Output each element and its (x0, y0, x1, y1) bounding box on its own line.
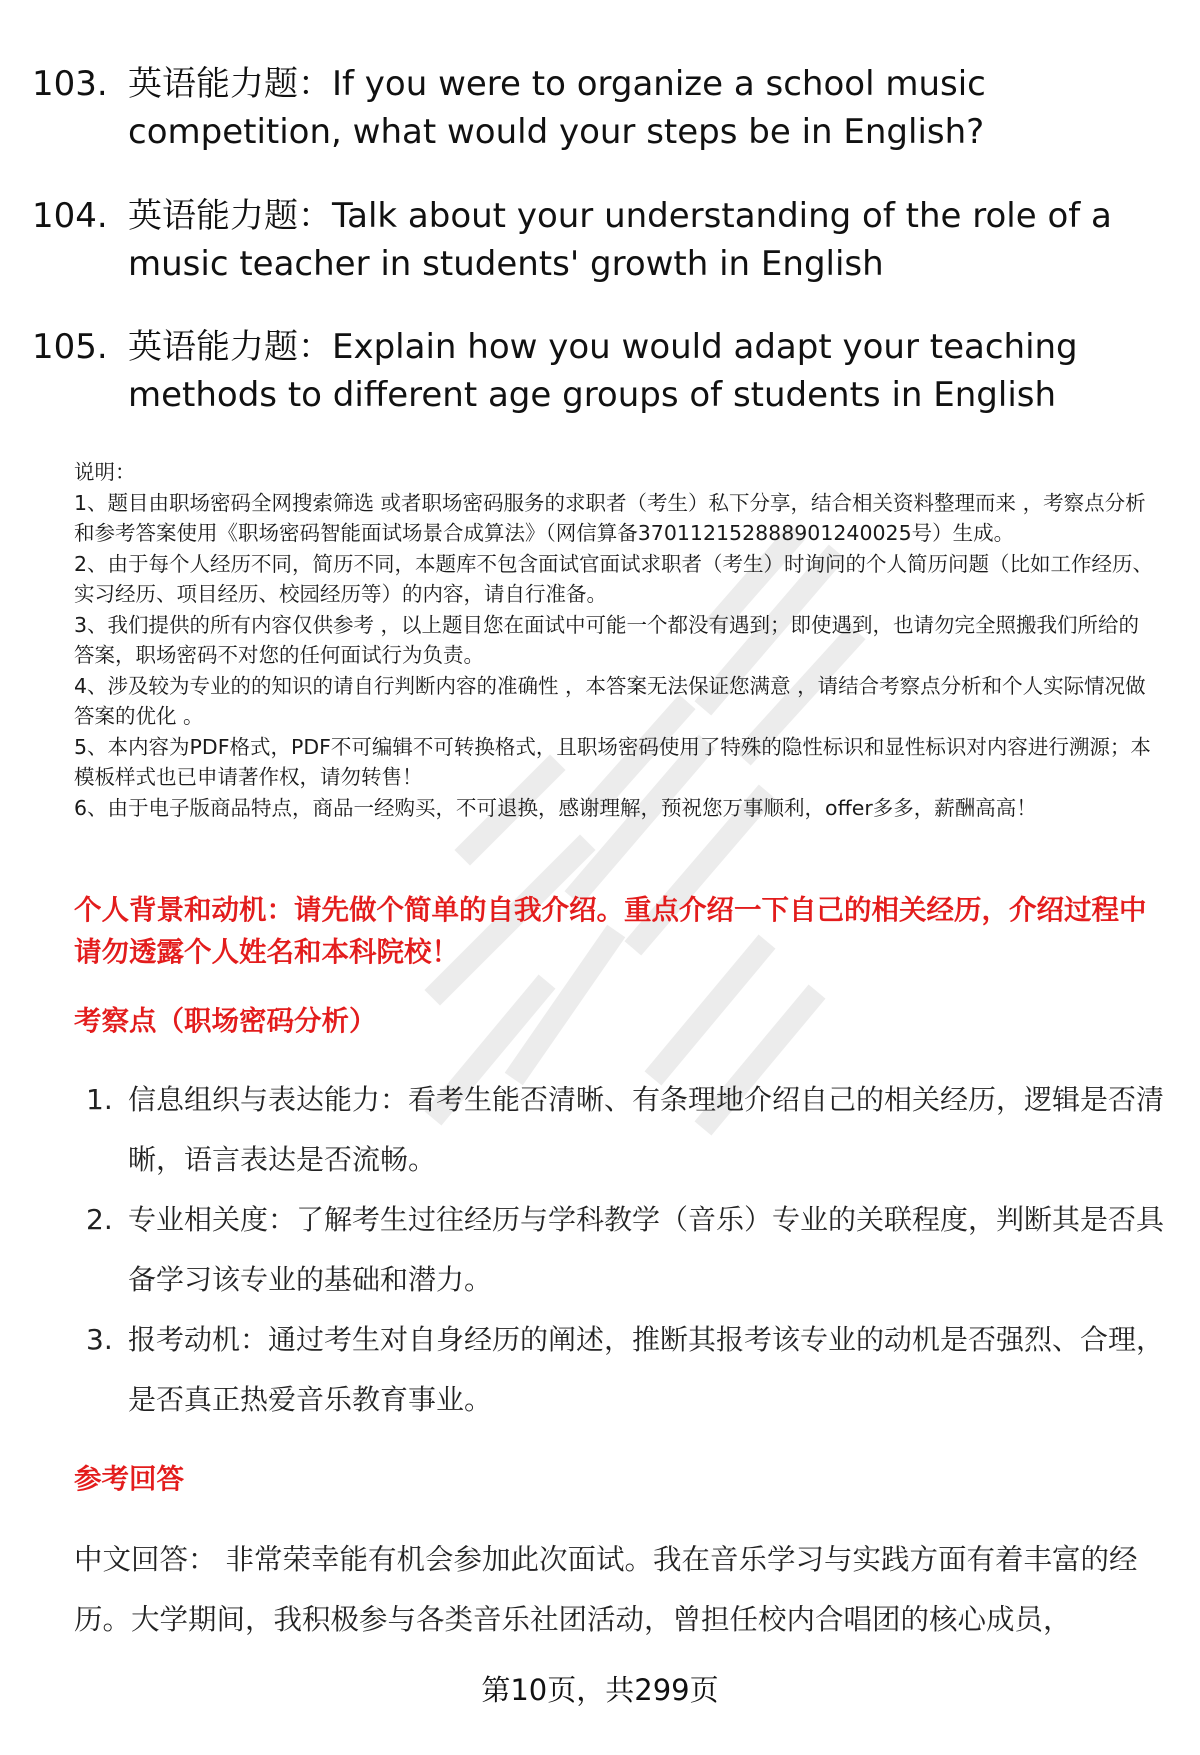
note-item: 1、题目由职场密码全网搜索筛选 或者职场密码服务的求职者（考生）私下分享，结合相关资料整理而来 ，考察点分析和参考答案使用《职场密码智能面试场景合成算法》（网信算备370112152888901240025号）生成。 (74, 490, 1146, 545)
note-item: 2、由于每个人经历不同，简历不同，本题库不包含面试官面试求职者（考生）时询问的个人简历问题（比如工作经历、实习经历、项目经历、校园经历等）的内容，请自行准备。 (74, 551, 1154, 606)
interview-question-heading: 个人背景和动机：请先做个简单的自我介绍。重点介绍一下自己的相关经历，介绍过程中请勿透露个人姓名和本科院校！ (74, 894, 1147, 968)
list-item (74, 1190, 1164, 1310)
notes-title: 说明： (74, 460, 136, 484)
question-104 (32, 192, 1182, 288)
question-105 (32, 323, 1182, 419)
question-text: 英语能力题：Talk about your understanding of the role of a music teacher in students' growth in English (128, 196, 1112, 284)
list-item-number: 2. (86, 1203, 113, 1236)
disclaimer-notes (74, 457, 1154, 823)
page-footer: 第10页，共299页 (481, 1673, 719, 1707)
question-text: 英语能力题：Explain how you would adapt your teaching methods to different age groups of students in English (128, 327, 1078, 415)
assessment-points-list (74, 1070, 1164, 1430)
list-item-text: 专业相关度：了解考生过往经历与学科教学（音乐）专业的关联程度，判断其是否具备学习该专业的基础和潜力。 (128, 1203, 1165, 1296)
note-item: 4、涉及较为专业的的知识的请自行判断内容的准确性 ，本答案无法保证您满意 ，请结合考察点分析和个人实际情况做答案的优化 。 (74, 673, 1146, 728)
note-item: 3、我们提供的所有内容仅供参考 ，以上题目您在面试中可能一个都没有遇到；即使遇到，也请勿完全照搬我们所给的答案，职场密码不对您的任何面试行为负责。 (74, 612, 1140, 667)
note-item: 5、本内容为PDF格式，PDF不可编辑不可转换格式，且职场密码使用了特殊的隐性标识和显性标识对内容进行溯源；本模板样式也已申请著作权，请勿转售！ (74, 734, 1151, 789)
list-item-text: 信息组织与表达能力：看考生能否清晰、有条理地介绍自己的相关经历，逻辑是否清晰，语言表达是否流畅。 (128, 1083, 1165, 1176)
list-item-text: 报考动机：通过考生对自身经历的阐述，推断其报考该专业的动机是否强烈、合理，是否真正热爱音乐教育事业。 (128, 1323, 1165, 1416)
list-item (74, 1070, 1164, 1190)
question-103 (32, 60, 1182, 156)
list-item (74, 1310, 1164, 1430)
question-number: 103. (32, 64, 108, 104)
question-number: 105. (32, 327, 108, 367)
assessment-points-heading: 考察点（职场密码分析） (74, 1005, 377, 1037)
reference-answer-heading: 参考回答 (74, 1463, 184, 1495)
reference-answer-text: 中文回答： 非常荣幸能有机会参加此次面试。我在音乐学习与实践方面有着丰富的经历。大学期间，我积极参与各类音乐社团活动，曾担任校内合唱团的核心成员， (74, 1543, 1138, 1636)
note-item: 6、由于电子版商品特点，商品一经购买，不可退换，感谢理解，预祝您万事顺利，offer多多，薪酬高高！ (74, 795, 1037, 820)
question-text: 英语能力题：If you were to organize a school music competition, what would your steps be in English? (128, 64, 986, 152)
list-item-number: 3. (86, 1323, 113, 1356)
question-number: 104. (32, 196, 108, 236)
list-item-number: 1. (86, 1083, 113, 1116)
